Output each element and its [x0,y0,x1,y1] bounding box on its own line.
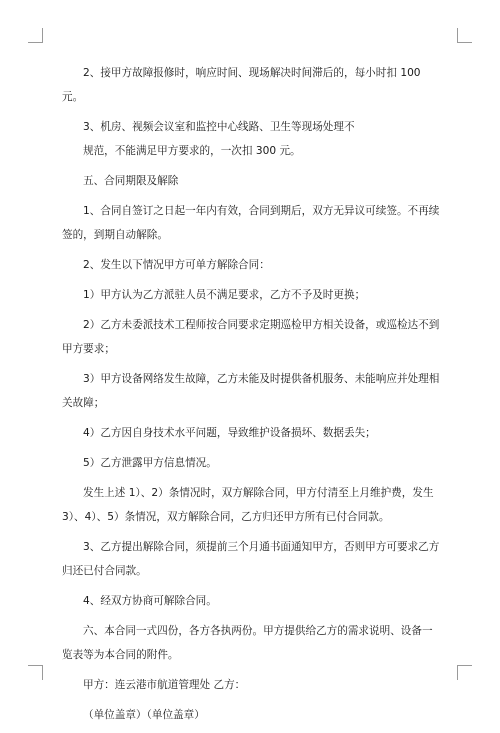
section-five-heading: 五、合同期限及解除 [83,175,179,187]
crop-mark-top-left [28,28,43,43]
clause-1-term: 1、合同自签订之日起一年内有效，合同到期后，双方无异议可续签。不再续签的，到期自动解除。 [62,205,440,241]
item-5: 5）乙方泄露甲方信息情况。 [83,457,217,469]
item-3: 3）甲方设备网络发生故障，乙方未能及时提供备机服务、未能响应并处理相关故障； [62,373,440,409]
clause-3-party-b-termination: 3、乙方提出解除合同，须提前三个月通书面通知甲方，否则甲方可要求乙方归还已付合同款。 [62,541,440,577]
signatory-parties: 甲方：连云港市航道管理处 乙方： [83,679,246,691]
item-2: 2）乙方未委派技术工程师按合同要求定期巡检甲方相关设备，或巡检达不到甲方要求； [62,319,440,355]
clause-3-continued: 规范，不能满足甲方要求的，一次扣 300 元。 [83,145,301,157]
document-body [62,61,440,733]
item-4: 4）乙方因自身技术水平问题，导致维护设备损坏、数据丢失； [83,427,376,439]
seal-placeholders: （单位盖章）（单位盖章） [83,709,205,721]
clause-4-mutual-termination: 4、经双方协商可解除合同。 [83,595,217,607]
clause-2-fault-response: 2、接甲方故障报修时，响应时间、现场解决时间滞后的，每小时扣 100 元。 [62,67,421,103]
crop-mark-bottom-left [28,665,43,680]
termination-consequences: 发生上述 1）、2）条情况时，双方解除合同，甲方付清至上月维护费，发生 3）、4）、5）条情况，双方解除合同，乙方归还甲方所有已付合同款。 [62,487,434,523]
crop-mark-bottom-right [457,665,472,680]
clause-2-termination: 2、发生以下情况甲方可单方解除合同： [83,259,270,271]
item-1: 1）甲方认为乙方派驻人员不满足要求，乙方不予及时更换； [83,289,366,301]
section-six-copies: 六、本合同一式四份，各方各执两份。甲方提供给乙方的需求说明、设备一览表等为本合同的附件。 [62,625,433,661]
crop-mark-top-right [457,28,472,43]
clause-3-site-handling: 3、机房、视频会议室和监控中心线路、卫生等现场处理不 [83,121,355,133]
